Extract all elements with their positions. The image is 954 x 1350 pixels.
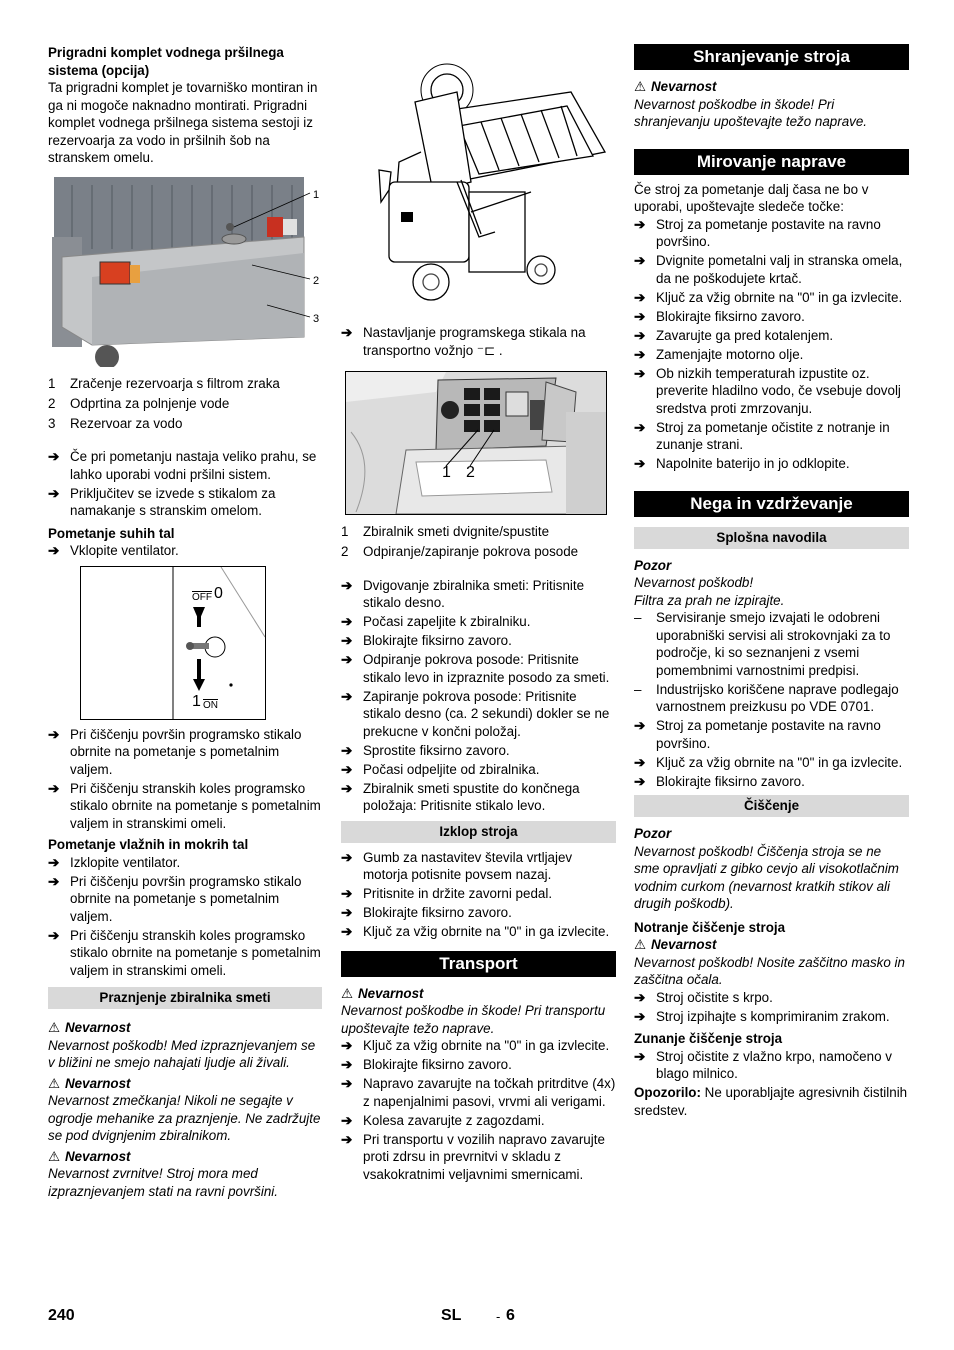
warning-icon: ⚠ (48, 1020, 61, 1035)
arrow-icon: ➔ (341, 742, 353, 758)
arrow-icon: ➔ (634, 754, 646, 770)
step-item: ➔ Kolesa zavarujte z zagozdami. (341, 1112, 545, 1128)
footer-separator: - (496, 1309, 501, 1324)
step-item: ➔ Če pri pometanju nastaja veliko prahu, se lahko uporabi vodni pršilni sistem. (48, 449, 317, 482)
arrow-icon: ➔ (341, 633, 353, 648)
step-item: ➔ Zavarujte ga pred kotalenjem. (634, 327, 834, 343)
warning-icon: ⚠ (341, 985, 354, 1001)
arrow-icon: ➔ (341, 849, 353, 865)
step-item: ➔ Gumb za nastavitev števila vrtljajev motorja potisnite povsem nazaj. (341, 849, 573, 882)
dash-item: – Industrijsko koriščene naprave podlegajo varnostnem preizkusu po VDE 0701. (634, 681, 899, 714)
warning-icon: ⚠ (48, 1075, 61, 1091)
arrow-icon: ➔ (634, 365, 646, 381)
label-on-word: $\overline{ON}$ (203, 699, 218, 711)
step-item: ➔ Blokirajte fiksirno zavoro. (341, 633, 512, 648)
label-off-num: 0 (214, 584, 223, 602)
language-code: SL (441, 1307, 462, 1324)
arrow-icon: ➔ (634, 419, 646, 435)
heading-dry-sweeping: Pometanje suhih tal (48, 525, 175, 541)
warning-text: Nevarnost poškodb! Med izpraznjevanjem se v bližini ne smejo nahajati ljudje ali živali. (48, 1037, 316, 1070)
heading-outer-cleaning: Zunanje čiščenje stroja (634, 1031, 783, 1046)
step-item: ➔ Ključ za vžig obrnite na "0" in ga izvlecite. (341, 924, 610, 939)
arrow-icon: ➔ (634, 253, 646, 268)
step-item: ➔ Zbiralnik smeti spustite do končnega položaja: Pritisnite stikalo levo. (341, 780, 580, 813)
arrow-icon: ➔ (634, 216, 646, 232)
step-item: ➔ Ključ za vžig obrnite na "0" in ga izvlecite. (634, 754, 903, 770)
step-item: ➔ Ob nizkih temperaturah izpustite oz. preverite hladilno vodo, če vsebuje dovolj sredstva proti zmrzovanju. (634, 365, 901, 416)
section-storage: Shranjevanje stroja (634, 44, 909, 70)
arrow-icon: ➔ (48, 873, 60, 889)
step-item: ➔ Ključ za vžig obrnite na "0" in ga izvlecite. (341, 1038, 610, 1053)
callout-1: 1 (313, 188, 320, 201)
step-item: ➔ Pri čiščenju površin programsko stikalo obrnite na pometanje s pometalnim valjem. (48, 726, 302, 777)
arrow-icon: ➔ (341, 1038, 353, 1053)
warning-text: Nevarnost poškodb! Nosite zaščitno masko in zaščitna očala. (634, 954, 905, 987)
step-item: ➔ Pri transportu v vozilih napravo zavarujte proti zdrsu in prevrnitvi v skladu z vsakokratnimi veljavnimi smernicami. (341, 1131, 605, 1182)
arrow-icon: ➔ (48, 927, 60, 943)
transport-mode-icon: ⁻⊏ . (476, 342, 503, 358)
fan-switch-illustration (81, 567, 265, 719)
arrow-icon: ➔ (341, 924, 353, 939)
arrow-icon: ➔ (341, 325, 353, 340)
arrow-icon: ➔ (48, 854, 60, 870)
step-item: ➔ Blokirajte fiksirno zavoro. (634, 773, 805, 789)
step-item: ➔ Nastavljanje programskega stikala na transportno vožnjo ⁻⊏ . (341, 325, 586, 358)
step-item: ➔ Stroj za pometanje očistite z notranje in zunanje strani. (634, 419, 890, 452)
arrow-icon: ➔ (341, 761, 353, 777)
warning-text: Nevarnost poškodbe in škode! Pri transportu upoštevajte težo naprave. (341, 1003, 606, 1036)
note (634, 1084, 909, 1119)
arrow-icon: ➔ (341, 886, 353, 901)
arrow-icon: ➔ (48, 449, 60, 464)
arrow-icon: ➔ (634, 346, 646, 362)
step-item: ➔ Pri čiščenju površin programsko stikalo obrnite na pometanje s pometalnim valjem. (48, 873, 302, 924)
legend-item: 3 Rezervoar za vodo (48, 415, 183, 431)
dash-item: – Servisiranje smejo izvajati le odobreni uporabniški servisi ali strokovnjaki za to področje, ki so seznanjeni z vsemi pomembnimi varnostnimi predpisi. (634, 610, 891, 678)
step-item: ➔ Blokirajte fiksirno zavoro. (341, 1057, 512, 1072)
warning-title: ⚠ Nevarnost (634, 79, 717, 94)
step-item: ➔ Stroj očistite s krpo. (634, 989, 773, 1005)
warning-title: ⚠ Nevarnost (48, 1075, 131, 1091)
section-shutdown: Izklop stroja (341, 821, 616, 843)
page-footer (48, 1307, 908, 1327)
step-item: ➔ Počasi zapeljite k zbiralniku. (341, 614, 531, 629)
step-item: ➔ Počasi odpeljite od zbiralnika. (341, 761, 540, 777)
step-item: ➔ Priključitev se izvede s stikalom za namakanje s stranskim omelom. (48, 485, 276, 518)
step-item: ➔ Dvignite pometalni valj in stranska omela, da ne poškodujete krtač. (634, 253, 903, 286)
arrow-icon: ➔ (341, 652, 353, 667)
arrow-icon: ➔ (634, 989, 646, 1005)
dash-icon: – (634, 610, 642, 625)
arrow-icon: ➔ (341, 577, 353, 593)
caution-title: Pozor (634, 557, 672, 573)
arrow-icon: ➔ (341, 614, 353, 629)
warning-title: ⚠ Nevarnost (634, 937, 717, 952)
legend-item: 2 Odpiranje/zapiranje pokrova posode (341, 544, 579, 559)
section-emptying-hopper: Praznjenje zbiralnika smeti (48, 987, 322, 1009)
arrow-icon: ➔ (634, 308, 646, 324)
legend-item: 1 Zbiralnik smeti dvignite/spustite (341, 524, 550, 539)
arrow-icon: ➔ (634, 718, 646, 733)
step-item: ➔ Napravo zavarujte na točkah pritrditve (4x) z napenjalnimi pasovi, vrvmi ali verigami. (341, 1076, 616, 1109)
step-item: ➔ Napolnite baterijo in jo odklopite. (634, 456, 850, 471)
sweeper-hopper-illustration (361, 62, 611, 312)
callout-1: 1 (442, 464, 451, 481)
figure-control-panel (345, 371, 607, 515)
note-text: Ne uporabljajte agresivnih čistilnih sredstev. (634, 1085, 908, 1118)
arrow-icon: ➔ (341, 780, 353, 796)
warning-title: ⚠ Nevarnost (48, 1020, 131, 1035)
arrow-icon: ➔ (634, 289, 646, 305)
arrow-icon: ➔ (634, 456, 646, 471)
step-item: ➔ Zamenjajte motorno olje. (634, 346, 804, 362)
control-panel-illustration (346, 372, 606, 514)
warning-icon: ⚠ (634, 79, 647, 94)
figure-fan-switch (80, 566, 266, 720)
caution-text: Nevarnost poškodb! (634, 575, 754, 590)
column-middle (341, 62, 616, 1185)
step-item: ➔ Dvigovanje zbiralnika smeti: Pritisnite stikalo desno. (341, 577, 585, 610)
arrow-icon: ➔ (341, 1057, 353, 1072)
step-item: ➔ Odpiranje pokrova posode: Pritisnite stikalo levo in izpraznite posodo za smeti. (341, 652, 610, 685)
step-item: ➔ Pritisnite in držite zavorni pedal. (341, 886, 553, 901)
step-item: ➔ Vklopite ventilator. (48, 543, 179, 558)
arrow-icon: ➔ (634, 773, 646, 789)
note-label: Opozorilo: (634, 1085, 701, 1100)
water-tank-illustration (52, 177, 322, 367)
warning-text: Nevarnost zvrnitve! Stroj mora med izpraznjevanjem stati na ravni površini. (48, 1166, 278, 1199)
heading-water-misting: Prigradni komplet vodnega pršilnega sistema (opcija) (48, 45, 284, 78)
legend-item: 2 Odprtina za polnjenje vode (48, 395, 230, 411)
section-care-maintenance: Nega in vzdrževanje (634, 491, 909, 517)
page-number: 240 (48, 1307, 75, 1324)
step-item: ➔ Stroj izpihajte s komprimiranim zrakom. (634, 1008, 890, 1024)
step-item: ➔ Stroj za pometanje postavite na ravno površino. (634, 216, 881, 249)
step-item: ➔ Pri čiščenju stranskih koles programsko stikalo obrnite na pometanje s pometalnim valjem in stranskimi omeli. (48, 927, 321, 978)
warning-text: Nevarnost poškodbe in škode! Pri shranjevanju upoštevajte težo naprave. (634, 96, 868, 129)
section-transport: Transport (341, 951, 616, 977)
section-cleaning: Čiščenje (634, 795, 909, 817)
warning-icon: ⚠ (48, 1148, 61, 1164)
step-item: ➔ Izklopite ventilator. (48, 854, 181, 870)
sub-page-number: 6 (506, 1307, 515, 1324)
callout-2: 2 (313, 274, 320, 287)
arrow-icon: ➔ (48, 543, 60, 558)
figure-hopper-raised (361, 62, 611, 312)
column-left (48, 44, 322, 1200)
paragraph-water-misting: Ta prigradni komplet je tovarniško montiran in ga ni mogoče naknadno montirati. Prigradni komplet vodnega pršilnega sistema sestoji iz rezervoarja za vodo in pršilnih šob na stranskem omelu. (48, 80, 318, 165)
warning-title: ⚠ Nevarnost (341, 985, 424, 1001)
warning-text: Nevarnost zmečkanja! Nikoli ne segajte v ogrodje mehanike za praznjenje. Ne zadržujte se pod dvignjenim zbiralnikom. (48, 1093, 321, 1143)
legend-item: 1 Zračenje rezervoarja s filtrom zraka (48, 375, 280, 391)
step-item: ➔ Sprostite fiksirno zavoro. (341, 742, 510, 758)
arrow-icon: ➔ (634, 1008, 646, 1024)
arrow-icon: ➔ (48, 485, 60, 501)
arrow-icon: ➔ (341, 688, 353, 704)
step-item: ➔ Blokirajte fiksirno zavoro. (634, 308, 805, 324)
arrow-icon: ➔ (341, 1131, 353, 1147)
arrow-icon: ➔ (48, 780, 60, 796)
step-item: ➔ Pri čiščenju stranskih koles programsko stikalo obrnite na pometanje s pometalnim valjem in stranskimi omeli. (48, 780, 321, 831)
section-general-notes: Splošna navodila (634, 527, 909, 549)
warning-title: ⚠ Nevarnost (48, 1148, 131, 1164)
figure-water-tank (52, 177, 322, 367)
caution-title: Pozor (634, 826, 672, 841)
arrow-icon: ➔ (341, 1076, 353, 1091)
step-item: ➔ Stroj očistite z vlažno krpo, namočeno v blago milnico. (634, 1048, 892, 1081)
label-off-word: $\overline{OFF}$ (192, 591, 212, 603)
step-item: ➔ Blokirajte fiksirno zavoro. (341, 905, 512, 920)
legend-control-panel (341, 523, 616, 561)
column-right (634, 44, 909, 1119)
callout-2: 2 (466, 464, 475, 481)
caution-text: Filtra za prah ne izpirajte. (634, 592, 785, 608)
callout-3: 3 (313, 312, 320, 325)
step-item: ➔ Ključ za vžig obrnite na "0" in ga izvlecite. (634, 289, 903, 305)
warning-icon: ⚠ (634, 937, 647, 952)
step-item: ➔ Zapiranje pokrova posode: Pritisnite stikalo desno (ca. 2 sekundi) dokler se ne prekucne v končni položaj. (341, 688, 610, 739)
arrow-icon: ➔ (634, 1048, 646, 1064)
paragraph-standstill: Če stroj za pometanje dalj časa ne bo v uporabi, upoštevajte sledeče točke: (634, 181, 869, 214)
arrow-icon: ➔ (48, 726, 60, 742)
step-item: ➔ Stroj za pometanje postavite na ravno površino. (634, 718, 881, 751)
heading-wet-sweeping: Pometanje vlažnih in mokrih tal (48, 837, 249, 852)
arrow-icon: ➔ (341, 905, 353, 920)
arrow-icon: ➔ (634, 327, 646, 343)
legend-water-tank (48, 375, 322, 433)
section-standstill: Mirovanje naprave (634, 149, 909, 175)
caution-text: Nevarnost poškodb! Čiščenja stroja se ne sme opravljati z gibko cevjo ali visokotlačnim vodnim curkom (nevarnost kratkih stikov ali drugih poškodb). (634, 843, 899, 911)
label-on-num: 1 (192, 692, 201, 710)
dash-icon: – (634, 681, 642, 697)
arrow-icon: ➔ (341, 1112, 353, 1128)
heading-inner-cleaning: Notranje čiščenje stroja (634, 919, 786, 935)
